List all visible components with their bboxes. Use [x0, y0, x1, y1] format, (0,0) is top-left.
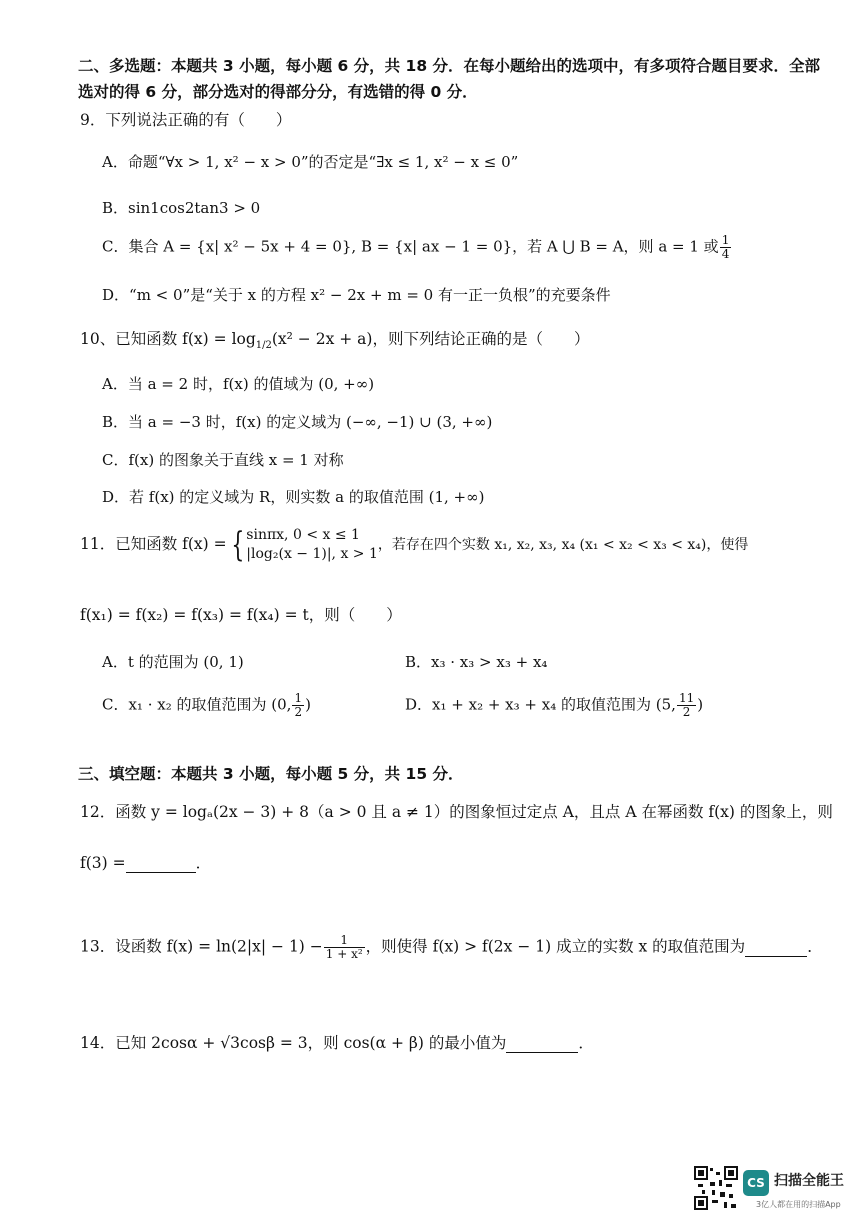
question-12-answer-line — [80, 851, 211, 873]
fraction — [677, 692, 696, 719]
fraction — [720, 234, 732, 261]
question-11-option-a: A．t 的范围为 (0, 1) — [102, 653, 244, 671]
question-10-option-a: A．当 a = 2 时，f(x) 的值域为 (0, +∞) — [102, 375, 375, 393]
fraction-denominator: 1 + x² — [325, 947, 363, 961]
question-13-pre: 13．设函数 f(x) = ln(2|x| − 1) − — [80, 937, 323, 956]
piecewise-cases — [246, 526, 378, 564]
fraction-numerator: 11 — [678, 691, 695, 705]
fraction — [324, 934, 365, 961]
piecewise-case-2: |log₂(x − 1)|, x > 1 — [246, 546, 378, 562]
fraction-numerator: 1 — [294, 691, 303, 705]
question-14-pre: 14．已知 2cosα + √3cosβ = 3，则 cos(α + β) 的最小值为 — [80, 1034, 507, 1052]
question-14-stem — [80, 1031, 594, 1053]
question-9-option-c-text: C．集合 A = {x| x² − 5x + 4 = 0}, B = {x| ax − 1 = 0}，若 A ⋃ B = A，则 a = 1 或 — [102, 237, 719, 256]
answer-blank[interactable] — [126, 854, 196, 873]
piecewise-case-1: sinπx, 0 < x ≤ 1 — [246, 527, 360, 543]
section-heading-fill-in: 三、填空题：本题共 3 小题，每小题 5 分，共 15 分． — [78, 765, 464, 783]
section-heading-multiple-choice: 二、多选题：本题共 3 小题，每小题 6 分，共 18 分．在每小题给出的选项中，有多项符合题目要求．全部 — [78, 57, 821, 75]
period: ． — [807, 937, 823, 956]
question-9-option-d: D．“m < 0”是“关于 x 的方程 x² − 2x + m = 0 有一正一负根”的充要条件 — [102, 286, 611, 304]
question-11-option-d-text: D．x₁ + x₂ + x₃ + x₄ 的取值范围为 (5, — [405, 695, 676, 714]
fraction-denominator: 4 — [721, 247, 730, 261]
fraction — [292, 692, 304, 719]
piecewise-brace: { — [230, 525, 244, 565]
fraction-numerator: 1 — [324, 934, 365, 948]
camscanner-logo-icon: CS — [743, 1170, 769, 1196]
question-10-stem — [80, 327, 589, 351]
question-10-stem-post: (x² − 2x + a)，则下列结论正确的是（ ） — [271, 330, 590, 348]
question-10-option-b: B．当 a = −3 时，f(x) 的定义域为 (−∞, −1) ∪ (3, +∞) — [102, 413, 493, 431]
question-11-stem-post: ，若存在四个实数 x₁, x₂, x₃, x₄ (x₁ < x₂ < x₃ < x₄)，使得 — [377, 537, 749, 553]
fraction-denominator: 2 — [294, 705, 303, 719]
close-paren: ) — [697, 695, 704, 714]
question-9-stem: 9．下列说法正确的有（ ） — [80, 111, 292, 129]
brand-name: 扫描全能王 — [774, 1173, 844, 1189]
question-11-option-d — [405, 692, 703, 719]
period: ． — [195, 854, 212, 872]
question-12-expr: f(3) = — [80, 854, 126, 872]
question-11-option-c-text: C．x₁ · x₂ 的取值范围为 (0, — [102, 695, 292, 714]
question-11-stem — [80, 526, 748, 564]
question-11-option-b: B．x₃ · x₃ > x₃ + x₄ — [405, 653, 548, 671]
question-12-stem: 12．函数 y = logₐ(2x − 3) + 8（a > 0 且 a ≠ 1）的图象恒过定点 A，且点 A 在幂函数 f(x) 的图象上，则 — [80, 803, 833, 821]
question-9-option-a: A．命题“∀x > 1, x² − x > 0”的否定是“∃x ≤ 1, x² − x ≤ 0” — [102, 153, 519, 171]
question-11-option-c — [102, 692, 311, 719]
question-10-stem-pre: 10、已知函数 f(x) = log — [80, 330, 256, 348]
question-9-option-b: B．sin1cos2tan3 > 0 — [102, 199, 261, 217]
section-heading-multiple-choice-cont: 选对的得 6 分，部分选对的得部分分，有选错的得 0 分． — [78, 83, 478, 101]
fraction-denominator: 2 — [682, 705, 691, 719]
close-paren: ) — [305, 695, 311, 714]
question-9-option-c — [102, 234, 732, 261]
question-10-option-d: D．若 f(x) 的定义域为 R，则实数 a 的取值范围 (1, +∞) — [102, 488, 485, 506]
question-13-post: ，则使得 f(x) > f(2x − 1) 成立的实数 x 的取值范围为 — [365, 937, 746, 956]
brand-tagline: 3亿人都在用的扫描App — [756, 1200, 841, 1209]
question-11-condition: f(x₁) = f(x₂) = f(x₃) = f(x₄) = t，则（ ） — [80, 606, 402, 624]
fraction-numerator: 1 — [721, 233, 730, 247]
question-13-stem — [80, 934, 823, 961]
period: ． — [578, 1034, 594, 1052]
question-11-stem-pre: 11．已知函数 f(x) = — [80, 535, 227, 553]
qr-code-icon — [694, 1166, 738, 1210]
log-base: 1/2 — [255, 340, 272, 352]
answer-blank[interactable] — [506, 1034, 578, 1053]
question-10-option-c: C．f(x) 的图象关于直线 x = 1 对称 — [102, 451, 344, 469]
answer-blank[interactable] — [745, 938, 807, 957]
